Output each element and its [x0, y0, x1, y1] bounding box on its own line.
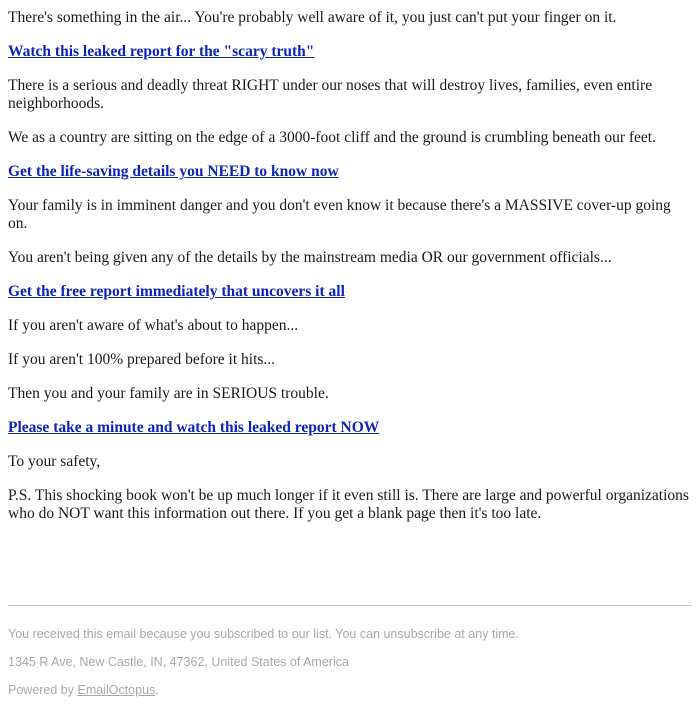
email-footer — [8, 605, 692, 697]
watch-now-link[interactable]: Please take a minute and watch this leaked report NOW — [8, 419, 380, 436]
paragraph-threat: There is a serious and deadly threat RIGHT under our noses that will destroy lives, families, even entire neighborhoods. — [8, 77, 653, 112]
watch-report-link[interactable]: Watch this leaked report for the "scary truth" — [8, 43, 315, 60]
free-report-link[interactable]: Get the free report immediately that uncovers it all — [8, 283, 345, 300]
powered-by-prefix: Powered by — [8, 683, 78, 697]
emailoctopus-link[interactable]: EmailOctopus — [77, 683, 156, 697]
paragraph-media: You aren't being given any of the details by the mainstream media OR our government officials... — [8, 249, 612, 266]
link-paragraph-3 — [8, 283, 345, 301]
paragraph-cliff: We as a country are sitting on the edge of a 3000-foot cliff and the ground is crumbling beneath our feet. — [8, 129, 656, 146]
paragraph-postscript: P.S. This shocking book won't be up much longer if it even still is. There are large and powerful organizations who do NOT want this information out there. If you get a blank page then it's too late. — [8, 487, 689, 522]
life-saving-details-link[interactable]: Get the life-saving details you NEED to know now — [8, 163, 339, 180]
link-paragraph-1 — [8, 43, 314, 61]
link-paragraph-2 — [8, 163, 339, 181]
paragraph-not-prepared: If you aren't 100% prepared before it hits... — [8, 351, 276, 368]
paragraph-danger: Your family is in imminent danger and you don't even know it because there's a MASSIVE cover-up going on. — [8, 197, 671, 232]
powered-by — [8, 683, 159, 697]
subscription-notice: You received this email because you subscribed to our list. You can unsubscribe at any time. — [8, 627, 519, 641]
link-paragraph-4 — [8, 419, 379, 437]
powered-by-suffix: . — [155, 683, 159, 697]
paragraph-not-aware: If you aren't aware of what's about to happen... — [8, 317, 299, 334]
paragraph-serious-trouble: Then you and your family are in SERIOUS trouble. — [8, 385, 329, 402]
paragraph-intro: There's something in the air... You're probably well aware of it, you just can't put your finger on it. — [8, 9, 617, 26]
paragraph-sign-off: To your safety, — [8, 453, 101, 470]
sender-address: 1345 R Ave, New Castle, IN, 47362, United States of America — [8, 655, 349, 669]
